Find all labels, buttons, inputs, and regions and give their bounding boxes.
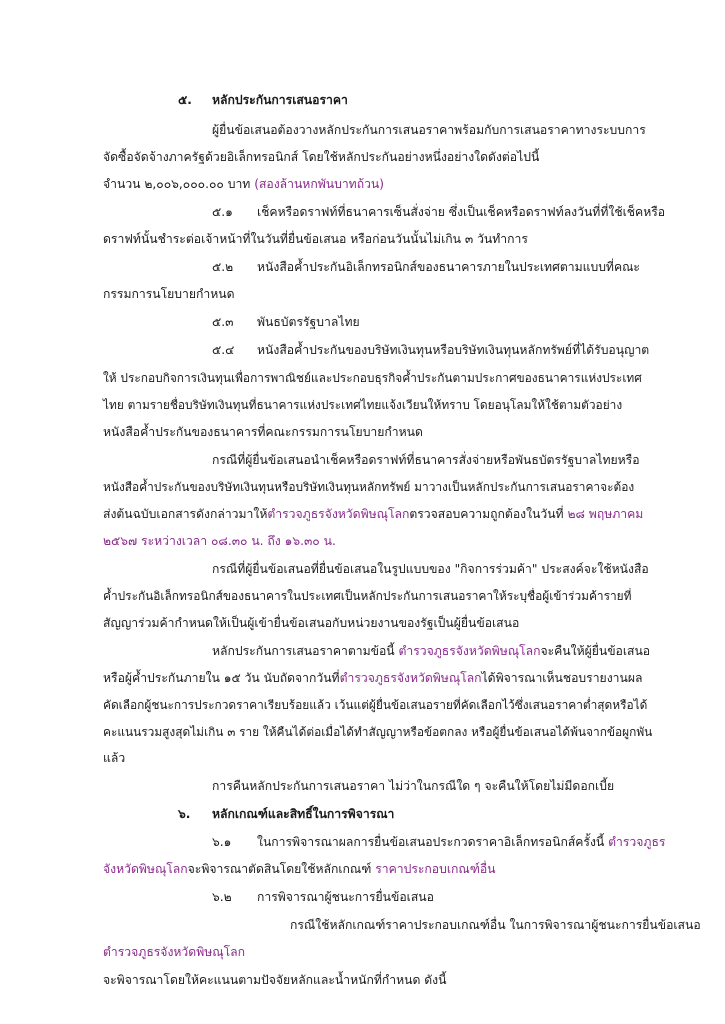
item-5-2-text: หนังสือค้ำประกันอิเล็กทรอนิกส์ของธนาคารภายในประเทศตามแบบที่คณะ xyxy=(257,260,640,274)
item-5-1-text: ดราฟท์นั้นชำระต่อเจ้าหน้าที่ในวันที่ยื่นข้อเสนอ หรือก่อนวันนั้นไม่เกิน ๓ วันทำการ xyxy=(103,232,528,246)
paragraph-line: ค้ำประกันอิเล็กทรอนิกส์ของธนาคารในประเทศเป็นหลักประกันการเสนอราคาให้ระบุชื่อผู้เข้าร่วมค้ารายที่ xyxy=(103,589,632,603)
agency-name: ตำรวจภูธรจังหวัดพิษณุโลก xyxy=(398,644,541,658)
deadline-time: ๒๕๖๗ ระหว่างเวลา ๐๘.๓๐ น. ถึง ๑๖.๓๐ น. xyxy=(103,534,336,548)
paragraph-line: กรณีที่ผู้ยื่นข้อเสนอที่ยื่นข้อเสนอในรูปแบบของ "กิจการร่วมค้า" ประสงค์จะใช้หนังสือ xyxy=(212,562,649,576)
item-6-2-text: จะพิจารณาโดยให้คะแนนตามปัจจัยหลักและน้ำหนักที่กำหนด ดังนี้ xyxy=(103,973,447,987)
item-5-3-text: พันธบัตรรัฐบาลไทย xyxy=(257,315,360,329)
item-6-1-text xyxy=(257,833,665,851)
item-5-3-number: ๕.๓ xyxy=(212,315,234,329)
paragraph-line: จัดซื้อจัดจ้างภาครัฐด้วยอิเล็กทรอนิกส์ โดยใช้หลักประกันอย่างหนึ่งอย่างใดดังต่อไปนี้ xyxy=(103,150,540,164)
agency-name: ตำรวจภูธรจังหวัดพิษณุโลก xyxy=(339,671,482,685)
text-run: ตรวจสอบความถูกต้องในวันที่ xyxy=(409,507,564,521)
item-5-1-text: เช็คหรือดราฟท์ที่ธนาคารเซ็นสั่งจ่าย ซึ่งเป็นเช็คหรือดราฟท์ลงวันที่ที่ใช้เช็คหรือ xyxy=(257,205,666,219)
item-5-2-text: กรรมการนโยบายกำหนด xyxy=(103,287,235,301)
text-run: ได้พิจารณาเห็นชอบรายงานผล xyxy=(481,671,643,685)
item-5-2-number: ๕.๒ xyxy=(212,260,234,274)
paragraph-line: สัญญาร่วมค้ากำหนดให้เป็นผู้เข้ายื่นข้อเสนอกับหน่วยงานของรัฐเป็นผู้ยื่นข้อเสนอ xyxy=(103,616,520,630)
paragraph-line: หนังสือค้ำประกันของบริษัทเงินทุนหรือบริษัทเงินทุนหลักทรัพย์ มาวางเป็นหลักประกันการเสนอราคาจะต้อง xyxy=(103,480,635,494)
agency-name: ตำรวจภูธร xyxy=(608,835,666,849)
item-6-2-text: กรณีใช้หลักเกณฑ์ราคาประกอบเกณฑ์อื่น ในการพิจารณาผู้ชนะการยื่นข้อเสนอ xyxy=(290,918,701,932)
item-5-4-text: ให้ ประกอบกิจการเงินทุนเพื่อการพาณิชย์และประกอบธุรกิจค้ำประกันตามประกาศของธนาคารแห่งประเทศ xyxy=(103,371,642,385)
text-run: ในการพิจารณาผลการยื่นข้อเสนอประกวดราคาอิเล็กทรอนิกส์ครั้งนี้ xyxy=(257,835,605,849)
section-5-title: หลักประกันการเสนอราคา xyxy=(212,93,348,107)
paragraph-line xyxy=(212,642,650,660)
paragraph-line: กรณีที่ผู้ยื่นข้อเสนอนำเช็คหรือดราฟท์ที่ธนาคารสั่งจ่ายหรือพันธบัตรรัฐบาลไทยหรือ xyxy=(212,453,640,467)
text-run: จะพิจารณาตัดสินโดยใช้หลักเกณฑ์ xyxy=(187,862,372,876)
item-5-4-number: ๕.๔ xyxy=(212,343,235,357)
section-5-number: ๕. xyxy=(178,93,192,107)
paragraph-line: การคืนหลักประกันการเสนอราคา ไม่ว่าในกรณีใด ๆ จะคืนให้โดยไม่มีดอกเบี้ย xyxy=(212,779,615,793)
item-6-1-number: ๖.๑ xyxy=(212,835,232,849)
text-run: หรือผู้ค้ำประกันภายใน ๑๕ วัน นับถัดจากวันที่ xyxy=(103,671,340,685)
paragraph-line xyxy=(103,669,642,687)
item-5-1-number: ๕.๑ xyxy=(212,205,233,219)
text-run: ส่งต้นฉบับเอกสารดังกล่าวมาให้ xyxy=(103,507,268,521)
paragraph-line xyxy=(103,505,643,523)
item-6-2-number: ๖.๒ xyxy=(212,890,232,904)
amount-text: จำนวน ๒,๐๐๖,๐๐๐.๐๐ บาท xyxy=(103,177,251,191)
paragraph-line: ผู้ยื่นข้อเสนอต้องวางหลักประกันการเสนอราคาพร้อมกับการเสนอราคาทางระบบการ xyxy=(212,123,646,137)
paragraph-line: คะแนนรวมสูงสุดไม่เกิน ๓ ราย ให้คืนได้ต่อเมื่อได้ทำสัญญาหรือข้อตกลง หรือผู้ยื่นข้อเสนอได้พ้นจากข้อผูกพัน xyxy=(103,725,653,739)
agency-name: ตำรวจภูธรจังหวัดพิษณุโลก xyxy=(103,945,245,959)
section-6-title: หลักเกณฑ์และสิทธิ์ในการพิจารณา xyxy=(212,807,395,821)
agency-name: จังหวัดพิษณุโลก xyxy=(103,862,188,876)
item-5-4-text: ไทย ตามรายชื่อบริษัทเงินทุนที่ธนาคารแห่งประเทศไทยแจ้งเวียนให้ทราบ โดยอนุโลมให้ใช้ตามตัวอย่าง xyxy=(103,398,623,412)
item-6-1-text xyxy=(103,860,496,878)
paragraph-line: คัดเลือกผู้ชนะการประกวดราคาเรียบร้อยแล้ว เว้นแต่ผู้ยื่นข้อเสนอรายที่คัดเลือกไว้ซึ่งเสนอราคาต่ำสุดหรือได้ xyxy=(103,698,648,712)
agency-name: ตำรวจภูธรจังหวัดพิษณุโลก xyxy=(267,507,410,521)
paragraph-line xyxy=(103,175,384,193)
paragraph-line: แล้ว xyxy=(103,751,126,765)
item-5-4-text: หนังสือค้ำประกันของธนาคารที่คณะกรรมการนโยบายกำหนด xyxy=(103,425,423,439)
text-run: หลักประกันการเสนอราคาตามข้อนี้ xyxy=(212,644,395,658)
item-6-2-text: การพิจารณาผู้ชนะการยื่นข้อเสนอ xyxy=(257,890,434,904)
section-6-number: ๖. xyxy=(178,807,191,821)
amount-words: (สองล้านหกพันบาทถ้วน) xyxy=(254,177,385,191)
criteria-name: ราคาประกอบเกณฑ์อื่น xyxy=(375,862,496,876)
item-5-4-text: หนังสือค้ำประกันของบริษัทเงินทุนหรือบริษัทเงินทุนหลักทรัพย์ที่ได้รับอนุญาต xyxy=(257,343,650,357)
text-run: จะคืนให้ผู้ยื่นข้อเสนอ xyxy=(540,644,651,658)
deadline-date: ๒๘ พฤษภาคม xyxy=(567,507,644,521)
